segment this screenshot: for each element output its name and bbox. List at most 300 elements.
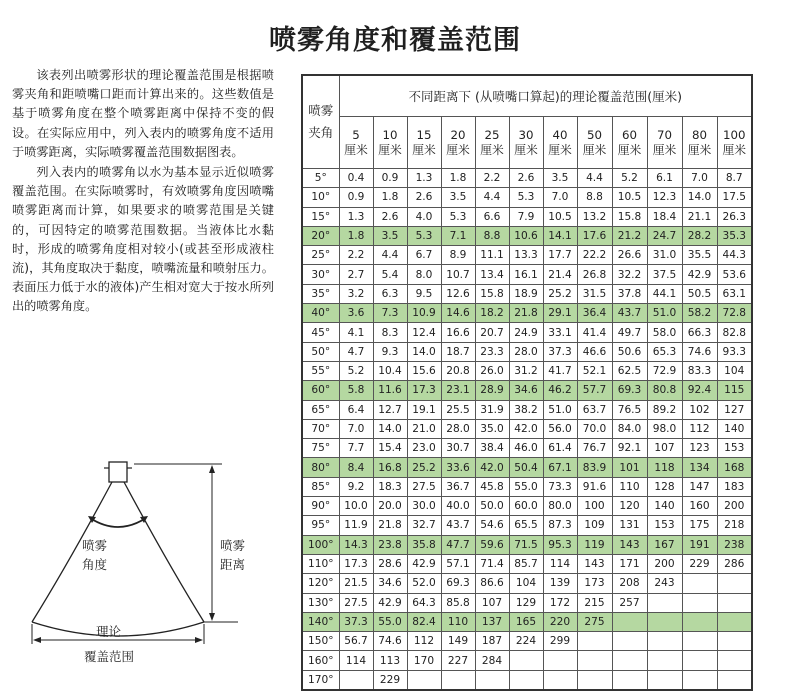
coverage-cell: 35.5 bbox=[682, 246, 717, 265]
coverage-cell: 82.8 bbox=[717, 323, 752, 342]
description-paragraph-2: 列入表内的喷雾角以水为基本显示近似喷雾覆盖范围。在实际喷雾时，有效喷雾角度因喷嘴喷雾距离而计算，如果要求的喷雾范围是关键的，可因特定的喷雾范围数据。当液体比水黏时，形成的喷雾角度相对较小(或甚至形成液柱流)，其角度取决于黏度，喷嘴流量和喷射压力。表面压力低于水的液体)产生相对宽大于按水所列出的喷雾角度。 bbox=[12, 165, 274, 314]
coverage-cell: 9.5 bbox=[407, 284, 441, 303]
coverage-cell: 46.0 bbox=[509, 439, 543, 458]
coverage-cell: 127 bbox=[717, 400, 752, 419]
coverage-cell: 123 bbox=[682, 439, 717, 458]
angle-cell: 170° bbox=[302, 670, 339, 690]
coverage-cell bbox=[682, 593, 717, 612]
angle-cell: 75° bbox=[302, 439, 339, 458]
coverage-cell: 114 bbox=[543, 554, 577, 573]
coverage-cell: 21.2 bbox=[612, 226, 647, 245]
coverage-cell: 4.0 bbox=[407, 207, 441, 226]
coverage-cell: 129 bbox=[509, 593, 543, 612]
coverage-cell: 107 bbox=[647, 439, 682, 458]
table-row bbox=[302, 439, 752, 458]
coverage-cell: 172 bbox=[543, 593, 577, 612]
coverage-cell bbox=[647, 670, 682, 690]
coverage-cell: 55.0 bbox=[509, 477, 543, 496]
angle-cell: 40° bbox=[302, 304, 339, 323]
distance-unit: 厘米 bbox=[652, 142, 677, 157]
coverage-cell: 31.9 bbox=[475, 400, 509, 419]
coverage-cell bbox=[647, 593, 682, 612]
distance-header-15 bbox=[407, 117, 441, 169]
coverage-cell bbox=[682, 670, 717, 690]
coverage-cell: 8.3 bbox=[373, 323, 407, 342]
coverage-cell: 56.7 bbox=[339, 632, 373, 651]
coverage-cell: 227 bbox=[441, 651, 475, 670]
coverage-cell: 76.5 bbox=[612, 400, 647, 419]
coverage-cell: 10.5 bbox=[543, 207, 577, 226]
coverage-cell: 5.3 bbox=[407, 226, 441, 245]
coverage-table bbox=[301, 74, 753, 691]
coverage-cell: 10.4 bbox=[373, 361, 407, 380]
coverage-cell: 55.0 bbox=[373, 612, 407, 631]
coverage-cell: 41.4 bbox=[577, 323, 612, 342]
coverage-cell bbox=[612, 651, 647, 670]
coverage-cell: 171 bbox=[612, 554, 647, 573]
coverage-cell: 41.7 bbox=[543, 361, 577, 380]
table-row bbox=[302, 419, 752, 438]
coverage-cell: 143 bbox=[577, 554, 612, 573]
coverage-cell: 275 bbox=[577, 612, 612, 631]
coverage-cell: 10.9 bbox=[407, 304, 441, 323]
coverage-cell: 104 bbox=[717, 361, 752, 380]
distance-value: 80 bbox=[691, 127, 707, 142]
distance-header-25 bbox=[475, 117, 509, 169]
table-row bbox=[302, 265, 752, 284]
coverage-cell: 51.0 bbox=[647, 304, 682, 323]
coverage-cell: 140 bbox=[717, 419, 752, 438]
angle-cell: 110° bbox=[302, 554, 339, 573]
coverage-cell: 6.6 bbox=[475, 207, 509, 226]
coverage-cell bbox=[647, 632, 682, 651]
coverage-cell: 14.0 bbox=[373, 419, 407, 438]
distance-header-20 bbox=[441, 117, 475, 169]
coverage-cell: 31.5 bbox=[577, 284, 612, 303]
coverage-cell: 8.8 bbox=[577, 188, 612, 207]
coverage-cell: 1.3 bbox=[407, 169, 441, 188]
coverage-cell: 147 bbox=[682, 477, 717, 496]
coverage-cell: 60.0 bbox=[509, 497, 543, 516]
coverage-cell: 5.2 bbox=[339, 361, 373, 380]
angle-cell: 100° bbox=[302, 535, 339, 554]
distance-unit: 厘米 bbox=[722, 142, 747, 157]
coverage-cell: 36.4 bbox=[577, 304, 612, 323]
coverage-cell: 153 bbox=[717, 439, 752, 458]
coverage-cell: 46.6 bbox=[577, 342, 612, 361]
distance-value: 20 bbox=[450, 127, 466, 142]
coverage-cell: 21.8 bbox=[373, 516, 407, 535]
coverage-cell: 54.6 bbox=[475, 516, 509, 535]
coverage-cell: 170 bbox=[407, 651, 441, 670]
coverage-cell: 17.6 bbox=[577, 226, 612, 245]
coverage-cell: 8.0 bbox=[407, 265, 441, 284]
coverage-cell bbox=[717, 632, 752, 651]
coverage-cell: 61.4 bbox=[543, 439, 577, 458]
table-row bbox=[302, 574, 752, 593]
coverage-cell: 24.9 bbox=[509, 323, 543, 342]
distance-value: 15 bbox=[416, 127, 432, 142]
coverage-cell: 0.9 bbox=[339, 188, 373, 207]
distance-value: 40 bbox=[552, 127, 568, 142]
coverage-cell: 51.0 bbox=[543, 400, 577, 419]
coverage-cell: 18.3 bbox=[373, 477, 407, 496]
coverage-cell: 109 bbox=[577, 516, 612, 535]
coverage-cell: 2.6 bbox=[509, 169, 543, 188]
coverage-cell: 238 bbox=[717, 535, 752, 554]
coverage-cell: 76.7 bbox=[577, 439, 612, 458]
coverage-cell: 53.6 bbox=[717, 265, 752, 284]
coverage-cell: 47.7 bbox=[441, 535, 475, 554]
coverage-cell: 4.7 bbox=[339, 342, 373, 361]
coverage-cell: 7.0 bbox=[682, 169, 717, 188]
coverage-cell: 1.8 bbox=[373, 188, 407, 207]
coverage-cell: 187 bbox=[475, 632, 509, 651]
coverage-cell: 18.9 bbox=[509, 284, 543, 303]
coverage-cell: 112 bbox=[682, 419, 717, 438]
coverage-cell: 183 bbox=[717, 477, 752, 496]
coverage-cell: 34.6 bbox=[373, 574, 407, 593]
distance-label-line2: 距离 bbox=[220, 557, 246, 572]
coverage-cell: 1.8 bbox=[339, 226, 373, 245]
coverage-cell: 18.2 bbox=[475, 304, 509, 323]
coverage-cell: 80.0 bbox=[543, 497, 577, 516]
coverage-cell: 4.4 bbox=[475, 188, 509, 207]
coverage-cell bbox=[717, 593, 752, 612]
coverage-cell bbox=[475, 670, 509, 690]
coverage-cell: 43.7 bbox=[612, 304, 647, 323]
coverage-cell: 31.2 bbox=[509, 361, 543, 380]
coverage-cell: 110 bbox=[612, 477, 647, 496]
coverage-cell: 299 bbox=[543, 632, 577, 651]
coverage-cell: 32.7 bbox=[407, 516, 441, 535]
coverage-cell: 50.5 bbox=[682, 284, 717, 303]
angle-cell: 5° bbox=[302, 169, 339, 188]
coverage-cell: 92.4 bbox=[682, 381, 717, 400]
distance-header-5 bbox=[339, 117, 373, 169]
angle-cell: 150° bbox=[302, 632, 339, 651]
coverage-cell bbox=[682, 632, 717, 651]
coverage-cell bbox=[717, 651, 752, 670]
table-row bbox=[302, 632, 752, 651]
coverage-cell: 29.1 bbox=[543, 304, 577, 323]
distance-unit: 厘米 bbox=[617, 142, 642, 157]
coverage-cell: 257 bbox=[612, 593, 647, 612]
coverage-cell: 50.0 bbox=[475, 497, 509, 516]
coverage-cell: 14.1 bbox=[543, 226, 577, 245]
coverage-cell: 14.6 bbox=[441, 304, 475, 323]
distance-unit: 厘米 bbox=[412, 142, 436, 157]
coverage-cell: 12.4 bbox=[407, 323, 441, 342]
table-row bbox=[302, 670, 752, 690]
coverage-cell: 10.0 bbox=[339, 497, 373, 516]
table-row bbox=[302, 323, 752, 342]
coverage-cell: 10.5 bbox=[612, 188, 647, 207]
table-row bbox=[302, 477, 752, 496]
coverage-cell: 62.5 bbox=[612, 361, 647, 380]
coverage-cell: 46.2 bbox=[543, 381, 577, 400]
coverage-cell: 113 bbox=[373, 651, 407, 670]
coverage-cell: 23.0 bbox=[407, 439, 441, 458]
angle-cell: 45° bbox=[302, 323, 339, 342]
coverage-cell bbox=[339, 670, 373, 690]
coverage-cell bbox=[682, 651, 717, 670]
coverage-cell: 100 bbox=[577, 497, 612, 516]
coverage-cell: 66.3 bbox=[682, 323, 717, 342]
coverage-cell: 4.4 bbox=[577, 169, 612, 188]
coverage-cell: 74.6 bbox=[682, 342, 717, 361]
coverage-cell: 28.2 bbox=[682, 226, 717, 245]
angle-cell: 160° bbox=[302, 651, 339, 670]
coverage-cell bbox=[509, 651, 543, 670]
coverage-cell: 17.7 bbox=[543, 246, 577, 265]
distance-header-50 bbox=[577, 117, 612, 169]
coverage-cell: 15.6 bbox=[407, 361, 441, 380]
coverage-cell: 104 bbox=[509, 574, 543, 593]
table-row bbox=[302, 361, 752, 380]
coverage-cell: 20.8 bbox=[441, 361, 475, 380]
coverage-cell bbox=[407, 670, 441, 690]
coverage-cell: 23.1 bbox=[441, 381, 475, 400]
coverage-cell: 11.6 bbox=[373, 381, 407, 400]
coverage-cell: 83.3 bbox=[682, 361, 717, 380]
angle-cell: 130° bbox=[302, 593, 339, 612]
coverage-cell: 6.4 bbox=[339, 400, 373, 419]
coverage-cell: 5.4 bbox=[373, 265, 407, 284]
angle-cell: 65° bbox=[302, 400, 339, 419]
coverage-cell: 0.4 bbox=[339, 169, 373, 188]
coverage-cell: 86.6 bbox=[475, 574, 509, 593]
coverage-cell: 31.0 bbox=[647, 246, 682, 265]
coverage-cell: 8.8 bbox=[475, 226, 509, 245]
angle-cell: 60° bbox=[302, 381, 339, 400]
coverage-cell: 8.4 bbox=[339, 458, 373, 477]
table-row bbox=[302, 342, 752, 361]
angle-cell: 55° bbox=[302, 361, 339, 380]
distance-value: 30 bbox=[518, 127, 534, 142]
distance-value: 100 bbox=[722, 127, 746, 142]
coverage-cell: 44.3 bbox=[717, 246, 752, 265]
angle-cell: 10° bbox=[302, 188, 339, 207]
angle-cell: 70° bbox=[302, 419, 339, 438]
coverage-cell bbox=[612, 632, 647, 651]
coverage-cell: 224 bbox=[509, 632, 543, 651]
coverage-cell: 112 bbox=[407, 632, 441, 651]
coverage-cell: 229 bbox=[682, 554, 717, 573]
coverage-cell: 52.1 bbox=[577, 361, 612, 380]
coverage-cell: 14.0 bbox=[407, 342, 441, 361]
coverage-cell: 243 bbox=[647, 574, 682, 593]
coverage-cell: 25.2 bbox=[543, 284, 577, 303]
distance-unit: 厘米 bbox=[344, 142, 368, 157]
coverage-cell: 10.7 bbox=[441, 265, 475, 284]
nozzle-icon bbox=[109, 462, 127, 482]
coverage-cell: 21.8 bbox=[509, 304, 543, 323]
coverage-cell: 220 bbox=[543, 612, 577, 631]
coverage-cell: 229 bbox=[373, 670, 407, 690]
coverage-cell bbox=[543, 670, 577, 690]
coverage-cell: 37.8 bbox=[612, 284, 647, 303]
coverage-cell: 16.8 bbox=[373, 458, 407, 477]
coverage-cell: 5.2 bbox=[612, 169, 647, 188]
coverage-cell: 2.6 bbox=[373, 207, 407, 226]
coverage-cell: 42.9 bbox=[373, 593, 407, 612]
coverage-cell: 16.6 bbox=[441, 323, 475, 342]
coverage-cell: 63.7 bbox=[577, 400, 612, 419]
coverage-cell: 50.4 bbox=[509, 458, 543, 477]
coverage-cell: 34.6 bbox=[509, 381, 543, 400]
coverage-cell: 8.7 bbox=[717, 169, 752, 188]
coverage-cell: 17.3 bbox=[407, 381, 441, 400]
distance-label-line1: 喷雾 bbox=[220, 538, 246, 553]
coverage-cell: 64.3 bbox=[407, 593, 441, 612]
angle-arc bbox=[90, 518, 146, 527]
coverage-cell: 119 bbox=[577, 535, 612, 554]
table-row bbox=[302, 651, 752, 670]
coverage-cell: 74.6 bbox=[373, 632, 407, 651]
table-row bbox=[302, 304, 752, 323]
coverage-cell: 15.8 bbox=[612, 207, 647, 226]
coverage-cell: 32.2 bbox=[612, 265, 647, 284]
distance-value: 60 bbox=[621, 127, 637, 142]
coverage-cell: 28.0 bbox=[441, 419, 475, 438]
table-row bbox=[302, 516, 752, 535]
coverage-cell: 83.9 bbox=[577, 458, 612, 477]
coverage-cell: 13.4 bbox=[475, 265, 509, 284]
table-row bbox=[302, 207, 752, 226]
coverage-cell bbox=[717, 670, 752, 690]
coverage-cell: 7.7 bbox=[339, 439, 373, 458]
coverage-cell bbox=[682, 574, 717, 593]
coverage-cell: 5.8 bbox=[339, 381, 373, 400]
coverage-cell: 168 bbox=[717, 458, 752, 477]
table-row bbox=[302, 593, 752, 612]
coverage-cell: 70.0 bbox=[577, 419, 612, 438]
coverage-cell: 5.3 bbox=[441, 207, 475, 226]
coverage-cell: 33.6 bbox=[441, 458, 475, 477]
coverage-cell: 22.2 bbox=[577, 246, 612, 265]
angle-cell: 85° bbox=[302, 477, 339, 496]
coverage-cell: 35.3 bbox=[717, 226, 752, 245]
coverage-cell: 42.0 bbox=[475, 458, 509, 477]
coverage-cell: 30.0 bbox=[407, 497, 441, 516]
coverage-cell: 17.5 bbox=[717, 188, 752, 207]
coverage-cell: 2.7 bbox=[339, 265, 373, 284]
coverage-cell bbox=[577, 670, 612, 690]
table-row bbox=[302, 246, 752, 265]
coverage-cell: 26.0 bbox=[475, 361, 509, 380]
coverage-cell: 63.1 bbox=[717, 284, 752, 303]
angle-cell: 80° bbox=[302, 458, 339, 477]
coverage-cell: 43.7 bbox=[441, 516, 475, 535]
distance-unit: 厘米 bbox=[582, 142, 607, 157]
description-text bbox=[12, 66, 274, 318]
coverage-cell: 7.1 bbox=[441, 226, 475, 245]
coverage-cell: 143 bbox=[612, 535, 647, 554]
coverage-cell: 93.3 bbox=[717, 342, 752, 361]
coverage-cell: 21.4 bbox=[543, 265, 577, 284]
coverage-cell: 7.3 bbox=[373, 304, 407, 323]
distance-header-100 bbox=[717, 117, 752, 169]
coverage-cell: 3.2 bbox=[339, 284, 373, 303]
coverage-cell: 50.6 bbox=[612, 342, 647, 361]
coverage-cell: 40.0 bbox=[441, 497, 475, 516]
coverage-cell: 12.6 bbox=[441, 284, 475, 303]
coverage-cell: 52.0 bbox=[407, 574, 441, 593]
coverage-cell: 71.4 bbox=[475, 554, 509, 573]
coverage-cell: 69.3 bbox=[612, 381, 647, 400]
coverage-cell: 12.3 bbox=[647, 188, 682, 207]
coverage-cell: 36.7 bbox=[441, 477, 475, 496]
coverage-cell: 165 bbox=[509, 612, 543, 631]
coverage-range-header: 不同距离下 (从喷嘴口算起)的理论覆盖范围(厘米) bbox=[339, 75, 752, 117]
distance-unit: 厘米 bbox=[480, 142, 504, 157]
angle-cell: 20° bbox=[302, 226, 339, 245]
coverage-label-line2: 覆盖范围 bbox=[84, 649, 135, 664]
coverage-cell: 89.2 bbox=[647, 400, 682, 419]
coverage-cell: 30.7 bbox=[441, 439, 475, 458]
coverage-cell: 286 bbox=[717, 554, 752, 573]
angle-label-line1: 喷雾 bbox=[82, 538, 108, 553]
coverage-cell: 37.5 bbox=[647, 265, 682, 284]
coverage-cell: 139 bbox=[543, 574, 577, 593]
angle-cell: 120° bbox=[302, 574, 339, 593]
coverage-cell: 84.0 bbox=[612, 419, 647, 438]
coverage-cell: 6.7 bbox=[407, 246, 441, 265]
table-row bbox=[302, 381, 752, 400]
coverage-cell: 59.6 bbox=[475, 535, 509, 554]
coverage-cell: 69.3 bbox=[441, 574, 475, 593]
coverage-cell: 9.2 bbox=[339, 477, 373, 496]
table-row bbox=[302, 188, 752, 207]
coverage-cell: 110 bbox=[441, 612, 475, 631]
coverage-cell: 71.5 bbox=[509, 535, 543, 554]
coverage-cell: 28.0 bbox=[509, 342, 543, 361]
coverage-cell: 11.1 bbox=[475, 246, 509, 265]
coverage-cell: 3.6 bbox=[339, 304, 373, 323]
distance-header-row bbox=[302, 117, 752, 169]
coverage-cell: 102 bbox=[682, 400, 717, 419]
coverage-cell: 153 bbox=[647, 516, 682, 535]
coverage-cell: 3.5 bbox=[373, 226, 407, 245]
coverage-cell: 45.8 bbox=[475, 477, 509, 496]
coverage-cell: 191 bbox=[682, 535, 717, 554]
page-title: 喷雾角度和覆盖范围 bbox=[269, 25, 521, 56]
coverage-cell bbox=[543, 651, 577, 670]
coverage-cell: 215 bbox=[577, 593, 612, 612]
coverage-cell: 20.7 bbox=[475, 323, 509, 342]
coverage-cell bbox=[509, 670, 543, 690]
coverage-cell: 58.2 bbox=[682, 304, 717, 323]
coverage-cell bbox=[682, 612, 717, 631]
coverage-cell: 72.8 bbox=[717, 304, 752, 323]
coverage-cell: 37.3 bbox=[543, 342, 577, 361]
coverage-cell: 134 bbox=[682, 458, 717, 477]
distance-unit: 厘米 bbox=[687, 142, 712, 157]
coverage-cell: 26.3 bbox=[717, 207, 752, 226]
coverage-cell: 92.1 bbox=[612, 439, 647, 458]
coverage-cell: 17.3 bbox=[339, 554, 373, 573]
coverage-cell: 167 bbox=[647, 535, 682, 554]
coverage-cell bbox=[612, 612, 647, 631]
coverage-cell: 20.0 bbox=[373, 497, 407, 516]
coverage-cell: 23.3 bbox=[475, 342, 509, 361]
distance-unit: 厘米 bbox=[446, 142, 470, 157]
angle-column-header bbox=[302, 75, 339, 169]
coverage-cell: 6.1 bbox=[647, 169, 682, 188]
angle-cell: 90° bbox=[302, 497, 339, 516]
coverage-cell: 15.8 bbox=[475, 284, 509, 303]
